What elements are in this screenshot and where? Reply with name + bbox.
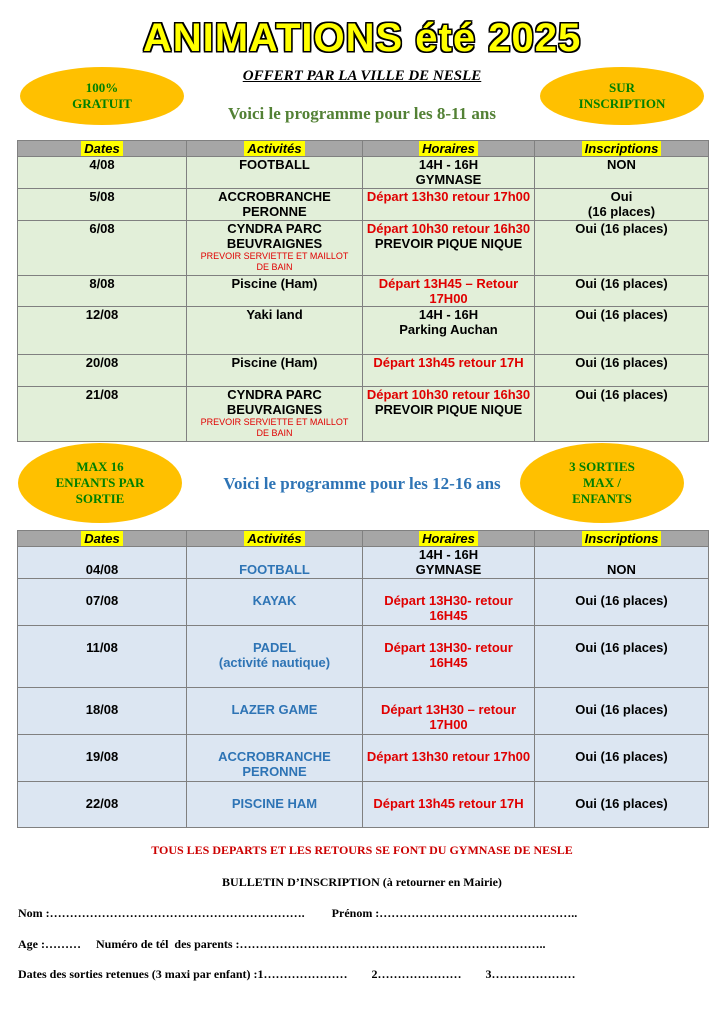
date-text: 04/08: [85, 562, 119, 577]
header-dates: Dates: [18, 531, 187, 547]
date-cell: [18, 782, 187, 828]
date-text: 11/08: [86, 640, 118, 655]
time-cell: [363, 782, 535, 828]
table-row: [18, 688, 709, 735]
inscription-text: Oui (16 places): [575, 593, 668, 608]
date-cell: [18, 735, 187, 782]
activity-text: PADEL (activité nautique): [218, 640, 331, 670]
max-children-line: ENFANTS PAR: [55, 475, 145, 490]
inscription-text: NON: [607, 157, 636, 172]
inscription-cell: [535, 157, 709, 189]
max-outings-line: 3 SORTIES: [569, 459, 635, 474]
table-row: [18, 626, 709, 688]
table-row: [18, 735, 709, 782]
inscription-text: NON: [607, 562, 636, 577]
date-text: 12/08: [85, 307, 119, 322]
inscription-text: Oui (16 places): [575, 640, 668, 655]
date-text: 5/08: [89, 189, 115, 204]
page-title: ANIMATIONS été 2025: [142, 16, 582, 60]
activity-text: PISCINE HAM: [231, 796, 318, 811]
activity-cell: [187, 688, 363, 735]
inscription-text: Oui (16 places): [575, 276, 668, 291]
header-times: Horaires: [363, 141, 535, 157]
activity-text: LAZER GAME: [231, 702, 318, 717]
activity-text: CYNDRA PARC BEUVRAIGNES: [226, 221, 323, 251]
table-row: [18, 387, 709, 442]
header-times: Horaires: [363, 531, 535, 547]
activity-text: CYNDRA PARC BEUVRAIGNES: [226, 387, 323, 417]
inscription-cell: [535, 626, 709, 688]
max-children-line: MAX 16: [76, 459, 124, 474]
inscription-text: Oui (16 places): [575, 221, 668, 236]
time-cell: [363, 221, 535, 276]
time-text: 14H - 16H GYMNASE: [415, 157, 482, 187]
inscription-text: Oui (16 places): [575, 355, 668, 370]
time-cell: [363, 547, 535, 579]
time-cell: [363, 276, 535, 307]
header-inscriptions: Inscriptions: [535, 531, 709, 547]
date-text: 20/08: [85, 355, 119, 370]
time-text-red: Départ 13H45 – Retour 17H00: [378, 276, 519, 306]
activity-text: ACCROBRANCHE PERONNE: [218, 189, 331, 219]
section2-title: Voici le programme pour les 12-16 ans: [223, 474, 501, 493]
table-row: [18, 547, 709, 579]
inscription-cell: [535, 547, 709, 579]
activity-text: KAYAK: [252, 593, 297, 608]
activity-text: Piscine (Ham): [231, 355, 318, 370]
time-cell: [363, 387, 535, 442]
time-cell: [363, 626, 535, 688]
offer-text: OFFERT PAR LA VILLE DE NESLE: [242, 68, 482, 84]
time-cell: [363, 307, 535, 355]
inscription-cell: [535, 276, 709, 307]
time-text-red: Départ 13h30 retour 17h00: [366, 749, 531, 764]
time-text-red: Départ 13H30- retour 16H45: [384, 640, 513, 670]
offer-line: [0, 68, 724, 85]
departure-note: TOUS LES DEPARTS ET LES RETOURS SE FONT DU GYMNASE DE NESLE: [151, 843, 573, 857]
inscription-text: Oui (16 places): [575, 307, 668, 322]
registration-badge-line: SUR: [608, 80, 635, 95]
inscription-cell: [535, 579, 709, 626]
activity-text: Piscine (Ham): [231, 276, 318, 291]
time-cell: [363, 355, 535, 387]
time-text-red: Départ 13h45 retour 17H: [373, 796, 524, 811]
header-activities: Activités: [187, 141, 363, 157]
table-row: [18, 579, 709, 626]
date-cell: [18, 189, 187, 221]
activity-text: FOOTBALL: [239, 157, 310, 172]
date-text: 4/08: [89, 157, 115, 172]
date-cell: [18, 307, 187, 355]
date-cell: [18, 688, 187, 735]
activity-note: PREVOIR SERVIETTE ET MAILLOT DE BAIN: [200, 251, 349, 272]
time-cell: [363, 688, 535, 735]
time-cell: [363, 579, 535, 626]
activity-text: ACCROBRANCHE PERONNE: [218, 749, 331, 779]
date-cell: [18, 579, 187, 626]
program-table-12-16: [17, 530, 709, 828]
date-text: 21/08: [85, 387, 119, 402]
inscription-text: Oui (16 places): [575, 796, 668, 811]
inscription-cell: [535, 735, 709, 782]
time-text: PREVOIR PIQUE NIQUE: [374, 236, 523, 251]
free-badge-line: GRATUIT: [72, 96, 132, 111]
time-cell: [363, 735, 535, 782]
header-activities: Activités: [187, 531, 363, 547]
date-text: 18/08: [85, 702, 119, 717]
activity-cell: [187, 626, 363, 688]
table-row: [18, 157, 709, 189]
form-dates-line[interactable]: Dates des sorties retenues (3 maxi par enfant) :1………………… 2………………… 3…………………: [18, 967, 576, 981]
inscription-text: Oui (16 places): [575, 749, 668, 764]
header-inscriptions: Inscriptions: [535, 141, 709, 157]
activity-cell: [187, 735, 363, 782]
activity-cell: [187, 782, 363, 828]
date-cell: [18, 355, 187, 387]
time-text-red: Départ 10h30 retour 16h30: [366, 221, 531, 236]
table-row: [18, 189, 709, 221]
inscription-text: Oui (16 places): [587, 189, 656, 219]
table-row: [18, 221, 709, 276]
activity-cell: [187, 307, 363, 355]
activity-cell: [187, 276, 363, 307]
date-text: 8/08: [89, 276, 115, 291]
inscription-cell: [535, 688, 709, 735]
table-header: [18, 531, 709, 547]
form-age-phone-line[interactable]: Age :……… Numéro de tél des parents :…………………………………………………………………..: [18, 937, 546, 951]
table-row: [18, 307, 709, 355]
date-text: 6/08: [89, 221, 115, 236]
inscription-cell: [535, 355, 709, 387]
activity-note: PREVOIR SERVIETTE ET MAILLOT DE BAIN: [200, 417, 349, 438]
table-row: [18, 276, 709, 307]
date-cell: [18, 276, 187, 307]
registration-badge-line: INSCRIPTION: [578, 96, 666, 111]
section1-title: Voici le programme pour les 8-11 ans: [228, 104, 496, 123]
activity-text: Yaki land: [246, 307, 303, 322]
time-text-red: Départ 13h30 retour 17h00: [366, 189, 531, 204]
activity-cell: [187, 387, 363, 442]
time-text: PREVOIR PIQUE NIQUE: [374, 402, 523, 417]
program-table-8-11: [17, 140, 709, 442]
bulletin-title: BULLETIN D’INSCRIPTION (à retourner en Mairie): [222, 875, 502, 889]
time-cell: [363, 189, 535, 221]
date-text: 22/08: [85, 796, 119, 811]
date-cell: [18, 626, 187, 688]
date-text: 07/08: [85, 593, 119, 608]
activity-cell: [187, 547, 363, 579]
activity-cell: [187, 355, 363, 387]
date-cell: [18, 547, 187, 579]
activity-cell: [187, 579, 363, 626]
activity-cell: [187, 157, 363, 189]
table-header: [18, 141, 709, 157]
time-text: 14H - 16H GYMNASE: [415, 547, 482, 577]
table-row: [18, 782, 709, 828]
form-name-line[interactable]: Nom :………………………………………………………. Prénom :…………………………………………..: [18, 906, 578, 920]
max-outings-line: MAX /: [583, 475, 621, 490]
time-text-red: Départ 13H30 – retour 17H00: [380, 702, 517, 732]
time-cell: [363, 157, 535, 189]
activity-text: FOOTBALL: [239, 562, 310, 577]
time-text-red: Départ 13H30- retour 16H45: [384, 593, 513, 623]
inscription-cell: [535, 221, 709, 276]
activity-cell: [187, 221, 363, 276]
table-row: [18, 355, 709, 387]
free-badge-line: 100%: [85, 80, 119, 95]
inscription-text: Oui (16 places): [575, 702, 668, 717]
time-text-red: Départ 13h45 retour 17H: [373, 355, 524, 370]
max-children-line: SORTIE: [75, 491, 125, 506]
inscription-cell: [535, 387, 709, 442]
header-dates: Dates: [18, 141, 187, 157]
time-text-red: Départ 10h30 retour 16h30: [366, 387, 531, 402]
inscription-cell: [535, 782, 709, 828]
date-cell: [18, 221, 187, 276]
inscription-text: Oui (16 places): [575, 387, 668, 402]
date-cell: [18, 157, 187, 189]
inscription-cell: [535, 189, 709, 221]
date-text: 19/08: [85, 749, 119, 764]
max-outings-line: ENFANTS: [572, 491, 632, 506]
date-cell: [18, 387, 187, 442]
activity-cell: [187, 189, 363, 221]
time-text: 14H - 16H Parking Auchan: [399, 307, 498, 337]
inscription-cell: [535, 307, 709, 355]
